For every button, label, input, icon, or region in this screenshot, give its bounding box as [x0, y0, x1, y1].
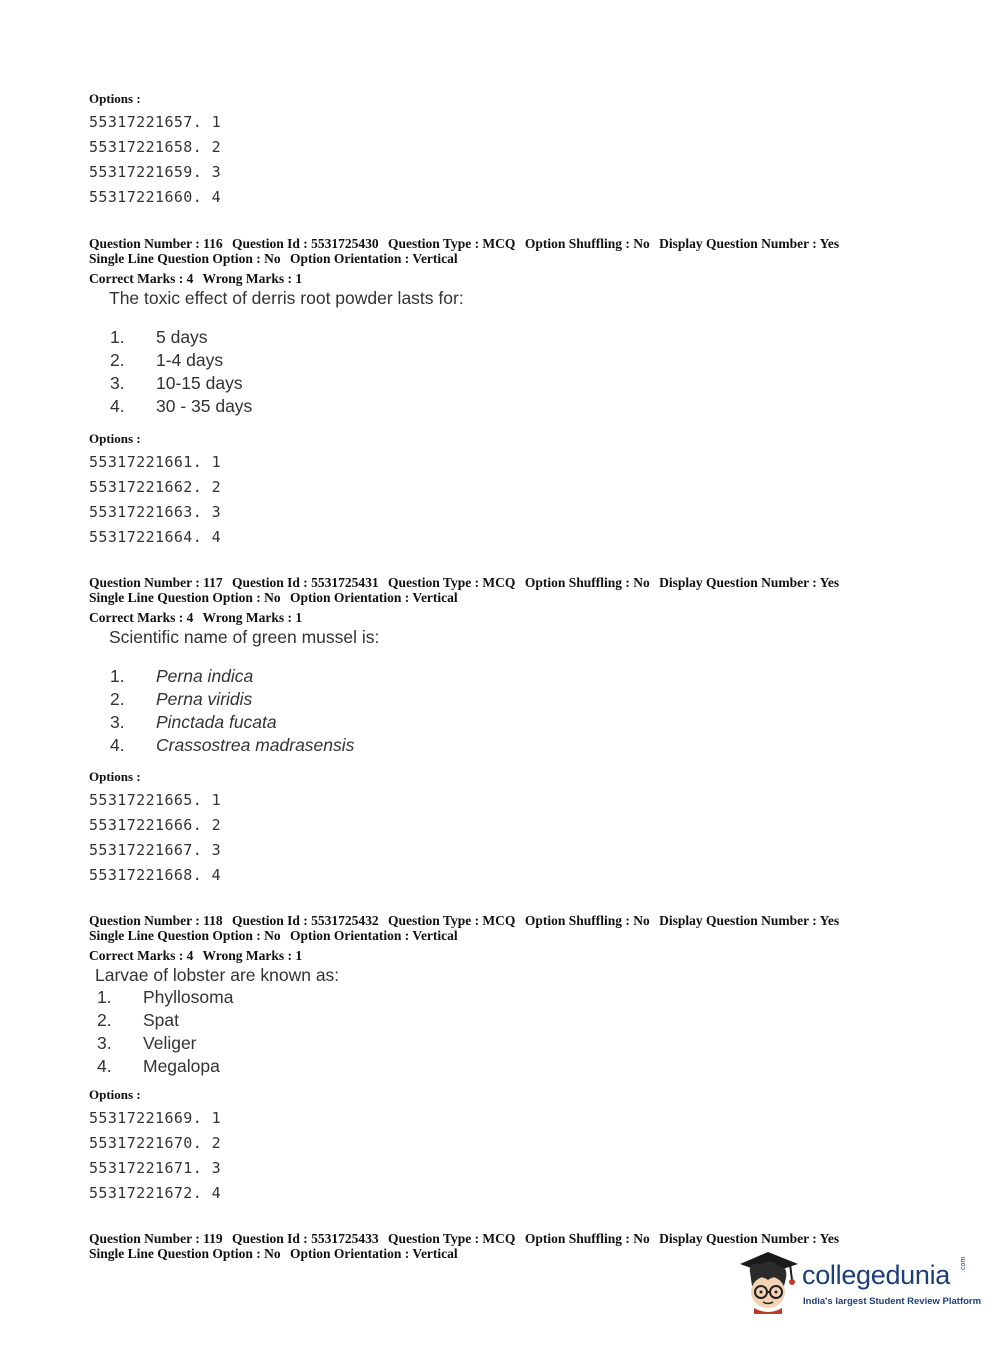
- question-meta-line2: Single Line Question Option : No Option Orientation : Vertical: [89, 590, 458, 605]
- options-label: Options :: [89, 1087, 141, 1102]
- option-id: 55317221669. 1: [89, 1109, 222, 1127]
- question-text: Scientific name of green mussel is:: [109, 627, 380, 647]
- question-text: The toxic effect of derris root powder lasts for:: [109, 288, 464, 308]
- option-id: 55317221659. 3: [89, 163, 222, 181]
- logo-tagline: India's largest Student Review Platform: [803, 1296, 982, 1307]
- question-block-117: [89, 575, 949, 757]
- option-id: 55317221661. 1: [89, 453, 222, 471]
- option-id: 55317221662. 2: [89, 478, 222, 496]
- option-id: 55317221666. 2: [89, 816, 222, 834]
- options-block-118: [89, 1087, 949, 1206]
- choice-list: [110, 326, 949, 418]
- option-id: 55317221660. 4: [89, 188, 222, 206]
- marks-line: Correct Marks : 4 Wrong Marks : 1: [89, 610, 303, 625]
- options-block-116: [89, 431, 949, 550]
- logo-suffix: .com: [960, 1256, 967, 1272]
- option-id: 55317221667. 3: [89, 841, 222, 859]
- option-id: 55317221672. 4: [89, 1184, 222, 1202]
- question-meta-line1: Question Number : 117 Question Id : 5531725431 Question Type : MCQ Option Shuffling : No Display Question Number : Yes: [89, 575, 840, 590]
- option-id: 55317221664. 4: [89, 528, 222, 546]
- choice-item: 1. 5 days: [110, 327, 208, 347]
- marks-line: Correct Marks : 4 Wrong Marks : 1: [89, 271, 303, 286]
- question-block-118: [89, 913, 949, 1078]
- choice-item: 3. 10-15 days: [110, 373, 243, 393]
- marks-line: Correct Marks : 4 Wrong Marks : 1: [89, 948, 303, 963]
- choice-item: 2. Perna viridis: [110, 689, 253, 709]
- question-text: Larvae of lobster are known as:: [95, 965, 340, 985]
- question-meta-line2: Single Line Question Option : No Option Orientation : Vertical: [89, 1246, 458, 1261]
- options-label: Options :: [89, 431, 141, 446]
- option-id: 55317221658. 2: [89, 138, 222, 156]
- choice-item: 1. Perna indica: [110, 666, 254, 686]
- choice-item: 4. Crassostrea madrasensis: [110, 735, 355, 755]
- choice-item: 3. Veliger: [97, 1033, 197, 1053]
- options-block-115: [89, 91, 949, 210]
- collegedunia-logo: [740, 1250, 980, 1320]
- question-meta-line1: Question Number : 118 Question Id : 5531725432 Question Type : MCQ Option Shuffling : No Display Question Number : Yes: [89, 913, 840, 928]
- choice-item: 4. Megalopa: [97, 1056, 220, 1076]
- question-meta-line2: Single Line Question Option : No Option Orientation : Vertical: [89, 928, 458, 943]
- question-meta-line2: Single Line Question Option : No Option Orientation : Vertical: [89, 251, 458, 266]
- choice-item: 1. Phyllosoma: [97, 987, 234, 1007]
- options-block-117: [89, 769, 949, 888]
- choice-item: 2. 1-4 days: [110, 350, 224, 370]
- option-id: 55317221665. 1: [89, 791, 222, 809]
- mascot-icon: [740, 1250, 800, 1314]
- option-id: 55317221657. 1: [89, 113, 222, 131]
- choice-list: [110, 665, 949, 757]
- option-id: 55317221670. 2: [89, 1134, 222, 1152]
- option-id: 55317221668. 4: [89, 866, 222, 884]
- question-meta-line1: Question Number : 119 Question Id : 5531725433 Question Type : MCQ Option Shuffling : No Display Question Number : Yes: [89, 1231, 840, 1246]
- question-meta-line1: Question Number : 116 Question Id : 5531725430 Question Type : MCQ Option Shuffling : No Display Question Number : Yes: [89, 236, 840, 251]
- choice-item: 3. Pinctada fucata: [110, 712, 277, 732]
- choice-item: 2. Spat: [97, 1010, 179, 1030]
- options-label: Options :: [89, 769, 141, 784]
- logo-wordmark: collegedunia: [802, 1260, 951, 1290]
- choice-list: [97, 986, 949, 1078]
- options-label: Options :: [89, 91, 141, 106]
- option-id: 55317221663. 3: [89, 503, 222, 521]
- question-block-116: [89, 236, 949, 418]
- choice-item: 4. 30 - 35 days: [110, 396, 253, 416]
- option-id: 55317221671. 3: [89, 1159, 222, 1177]
